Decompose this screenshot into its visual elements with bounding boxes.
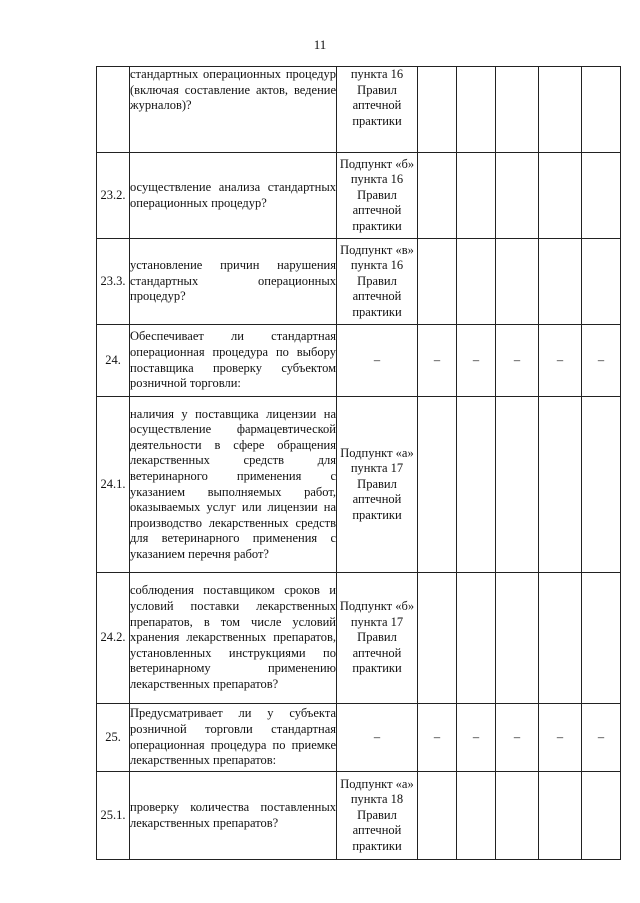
answer-cell-extra[interactable] xyxy=(539,153,582,239)
answer-cell-note[interactable] xyxy=(582,772,621,860)
table-row xyxy=(97,325,621,397)
legal-reference: Подпункт «б» пункта 17 Правил аптечной практики xyxy=(337,573,418,704)
requirement-text: проверку количества поставленных лекарственных препаратов? xyxy=(130,772,337,860)
answer-cell-yes[interactable] xyxy=(418,67,457,153)
row-number: 23.2. xyxy=(97,153,130,239)
table-row xyxy=(97,67,621,153)
answer-cell-na[interactable] xyxy=(496,67,539,153)
requirement-text: осуществление анализа стандартных операционных процедур? xyxy=(130,153,337,239)
answer-cell-na[interactable] xyxy=(496,239,539,325)
answer-cell-no[interactable] xyxy=(457,153,496,239)
answer-cell-yes[interactable] xyxy=(418,573,457,704)
answer-cell-na[interactable] xyxy=(496,573,539,704)
requirement-text: соблюдения поставщиком сроков и условий поставки лекарственных препаратов, в том числе условий хранения лекарственных препаратов, установленных инструкциями по ветеринарному применению лекарственных препаратов? xyxy=(130,573,337,704)
table-row xyxy=(97,153,621,239)
answer-cell-no[interactable] xyxy=(457,239,496,325)
answer-cell-no[interactable] xyxy=(457,67,496,153)
legal-reference: Подпункт «а» пункта 17 Правил аптечной практики xyxy=(337,397,418,573)
requirement-text: установление причин нарушения стандартных операционных процедур? xyxy=(130,239,337,325)
answer-cell-extra: – xyxy=(539,704,582,772)
answer-cell-note[interactable] xyxy=(582,239,621,325)
requirement-text: Предусматривает ли у субъекта розничной торговли стандартная операционная процедура по приемке лекарственных препаратов: xyxy=(130,704,337,772)
answer-cell-no[interactable] xyxy=(457,573,496,704)
answer-cell-yes[interactable] xyxy=(418,239,457,325)
answer-cell-note[interactable] xyxy=(582,397,621,573)
legal-reference: пункта 16 Правил аптечной практики xyxy=(337,67,418,153)
row-number: 25. xyxy=(97,704,130,772)
page-number: 11 xyxy=(313,37,327,52)
answer-cell-note[interactable] xyxy=(582,153,621,239)
answer-cell-yes[interactable] xyxy=(418,772,457,860)
answer-cell-extra[interactable] xyxy=(539,772,582,860)
answer-cell-yes: – xyxy=(418,704,457,772)
row-number: 24.1. xyxy=(97,397,130,573)
answer-cell-note: – xyxy=(582,325,621,397)
legal-reference: Подпункт «в» пункта 16 Правил аптечной практики xyxy=(337,239,418,325)
row-number xyxy=(97,67,130,153)
answer-cell-note[interactable] xyxy=(582,67,621,153)
answer-cell-na: – xyxy=(496,325,539,397)
legal-reference: – xyxy=(337,325,418,397)
answer-cell-yes[interactable] xyxy=(418,397,457,573)
answer-cell-yes: – xyxy=(418,325,457,397)
legal-reference: Подпункт «а» пункта 18 Правил аптечной практики xyxy=(337,772,418,860)
answer-cell-extra: – xyxy=(539,325,582,397)
requirement-text: наличия у поставщика лицензии на осуществление фармацевтической деятельности в сфере обращения лекарственных средств для ветеринарного применения с указанием выполняемых работ, оказываемых услуг или лицензии на производство лекарственных средств для ветеринарного применения с указанием перечня работ? xyxy=(130,397,337,573)
answer-cell-na[interactable] xyxy=(496,153,539,239)
legal-reference: – xyxy=(337,704,418,772)
legal-reference: Подпункт «б» пункта 16 Правил аптечной практики xyxy=(337,153,418,239)
answer-cell-no[interactable] xyxy=(457,397,496,573)
row-number: 25.1. xyxy=(97,772,130,860)
table-row xyxy=(97,704,621,772)
answer-cell-no[interactable] xyxy=(457,772,496,860)
answer-cell-yes[interactable] xyxy=(418,153,457,239)
answer-cell-no: – xyxy=(457,704,496,772)
answer-cell-note[interactable] xyxy=(582,573,621,704)
requirement-text: стандартных операционных процедур (включая составление актов, ведение журналов)? xyxy=(130,67,337,153)
requirement-text: Обеспечивает ли стандартная операционная процедура по выбору поставщика проверку субъектом розничной торговли: xyxy=(130,325,337,397)
answer-cell-extra[interactable] xyxy=(539,397,582,573)
table-row xyxy=(97,772,621,860)
checklist-table xyxy=(96,66,621,860)
answer-cell-na: – xyxy=(496,704,539,772)
table-row xyxy=(97,573,621,704)
row-number: 24. xyxy=(97,325,130,397)
answer-cell-note: – xyxy=(582,704,621,772)
table-row xyxy=(97,239,621,325)
answer-cell-extra[interactable] xyxy=(539,573,582,704)
answer-cell-extra[interactable] xyxy=(539,239,582,325)
row-number: 24.2. xyxy=(97,573,130,704)
answer-cell-na[interactable] xyxy=(496,397,539,573)
table-row xyxy=(97,397,621,573)
answer-cell-extra[interactable] xyxy=(539,67,582,153)
answer-cell-na[interactable] xyxy=(496,772,539,860)
row-number: 23.3. xyxy=(97,239,130,325)
answer-cell-no: – xyxy=(457,325,496,397)
